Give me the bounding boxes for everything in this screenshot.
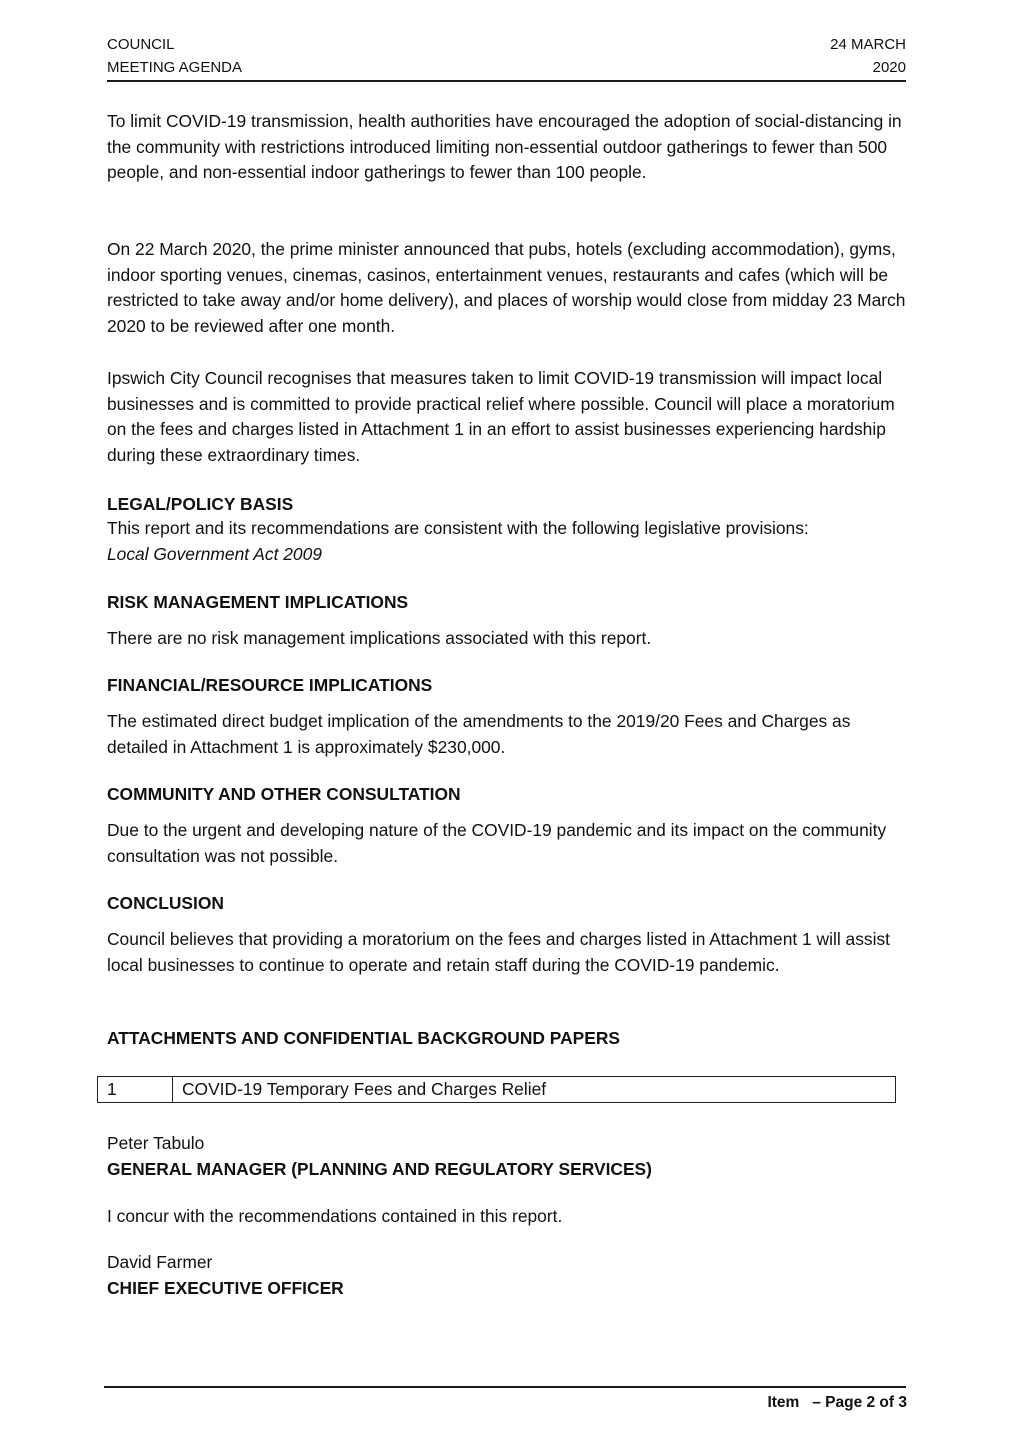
footer-divider xyxy=(104,1386,906,1388)
attachment-number: 1 xyxy=(98,1077,173,1102)
heading-community-consultation: COMMUNITY AND OTHER CONSULTATION xyxy=(107,784,461,804)
signatory-name-1: Peter Tabulo xyxy=(107,1133,205,1153)
signatory-title-2: CHIEF EXECUTIVE OFFICER xyxy=(107,1277,344,1298)
legal-provisions-text: This report and its recommendations are consistent with the following legislative provisions: xyxy=(107,518,809,538)
page-header xyxy=(107,33,906,82)
heading-risk-management: RISK MANAGEMENT IMPLICATIONS xyxy=(107,592,409,612)
page-footer: Item – Page 2 of 3 xyxy=(767,1394,907,1411)
heading-legal-policy: LEGAL/POLICY BASIS xyxy=(107,494,294,514)
signoff-ceo xyxy=(107,1250,907,1301)
financial-text: The estimated direct budget implication of the amendments to the 2019/20 Fees and Charges as detailed in Attachment 1 is approximately $230,000. xyxy=(107,711,851,757)
heading-financial-resource: FINANCIAL/RESOURCE IMPLICATIONS xyxy=(107,675,433,695)
header-right xyxy=(830,33,906,79)
community-text: Due to the urgent and developing nature of the COVID-19 pandemic and its impact on the community consultation was not possible. xyxy=(107,820,887,866)
heading-attachments: ATTACHMENTS AND CONFIDENTIAL BACKGROUND PAPERS xyxy=(107,1028,621,1048)
signoff-general-manager xyxy=(107,1131,907,1182)
conclusion-text: Council believes that providing a moratorium on the fees and charges listed in Attachment 1 will assist local businesses to continue to operate and retain staff during the COVID-19 pandemic. xyxy=(107,929,890,975)
header-year: 2020 xyxy=(872,59,906,76)
header-council: COUNCIL xyxy=(107,36,175,53)
risk-text: There are no risk management implications associated with this report. xyxy=(107,628,652,648)
paragraph-transmission: To limit COVID-19 transmission, health authorities have encouraged the adoption of social-distancing in the community with restrictions introduced limiting non-essential outdoor gatherings to fewer than 500 people, and non-essential indoor gatherings to fewer than 100 people. xyxy=(107,111,902,183)
header-left xyxy=(107,33,242,79)
legal-act-name: Local Government Act 2009 xyxy=(107,543,322,564)
header-meeting-agenda: MEETING AGENDA xyxy=(107,59,243,76)
attachment-title: COVID-19 Temporary Fees and Charges Relief xyxy=(182,1079,547,1099)
heading-conclusion: CONCLUSION xyxy=(107,893,224,913)
attachments-table xyxy=(97,1076,896,1103)
signatory-name-2: David Farmer xyxy=(107,1252,213,1272)
legal-text xyxy=(107,516,907,567)
signatory-title-1: GENERAL MANAGER (PLANNING AND REGULATORY SERVICES) xyxy=(107,1158,652,1179)
concur-statement: I concur with the recommendations contained in this report. xyxy=(107,1206,563,1226)
paragraph-council-relief: Ipswich City Council recognises that measures taken to limit COVID-19 transmission will impact local businesses and is committed to provide practical relief where possible. Council will place a moratorium on the fees and charges listed in Attachment 1 in an effort to assist businesses experiencing hardship during these extraordinary times. xyxy=(107,368,895,466)
paragraph-announcement: On 22 March 2020, the prime minister announced that pubs, hotels (excluding accommodation), gyms, indoor sporting venues, cinemas, casinos, entertainment venues, restaurants and cafes (which will be restricted to take away and/or home delivery), and places of worship would close from midday 23 March 2020 to be reviewed after one month. xyxy=(107,239,906,337)
document-page xyxy=(107,0,907,1447)
header-date: 24 MARCH xyxy=(830,36,906,53)
